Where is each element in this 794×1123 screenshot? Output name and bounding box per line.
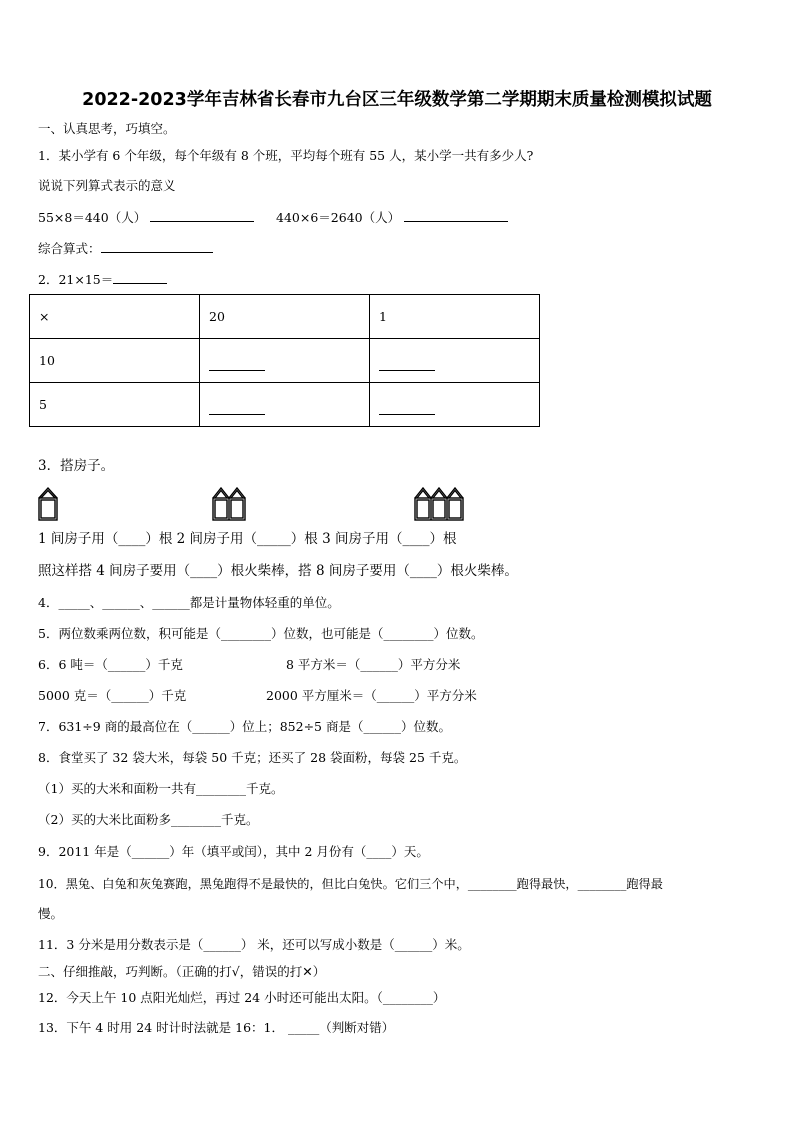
question-6c: 5000 克＝（______）千克: [38, 688, 187, 703]
answer-blank[interactable]: [150, 209, 254, 222]
table-header-cell: ×: [30, 295, 200, 339]
question-10-line-1: 10．黑兔、白兔和灰兔赛跑，黑兔跑得不是最快的，但比白兔快。它们三个中，________跑得最快，________跑得最: [38, 877, 663, 891]
question-3: 3．搭房子。: [38, 458, 115, 474]
question-9: 9．2011 年是（______）年（填平或闰），其中 2 月份有（____）天。: [38, 844, 429, 859]
question-11: 11．3 分米是用分数表示是（______） 米，还可以写成小数是（______）米。: [38, 937, 470, 952]
question-5: 5．两位数乘两位数，积可能是（________）位数，也可能是（________）位数。: [38, 626, 484, 641]
answer-blank[interactable]: [101, 240, 213, 253]
page-title: 2022-2023学年吉林省长春市九台区三年级数学第二学期期末质量检测模拟试题: [82, 90, 712, 110]
question-1-combined: [38, 240, 213, 257]
table-header-cell: 1: [370, 295, 540, 339]
table-row: [30, 295, 540, 339]
question-12: 12．今天上午 10 点阳光灿烂，再过 24 小时还可能出太阳。（________）: [38, 990, 446, 1005]
table-row-label: 5: [30, 383, 200, 427]
answer-blank[interactable]: [209, 358, 265, 371]
question-3-line-1: 1 间房子用（____）根 2 间房子用（_____）根 3 间房子用（____）根: [38, 531, 457, 547]
one-house-figure: [36, 486, 60, 522]
section-two-heading: 二、仔细推敲，巧判断。（正确的打√，错误的打✕）: [38, 964, 326, 979]
table-row-label: 10: [30, 339, 200, 383]
question-2: [38, 271, 167, 288]
question-1-equation-2: [276, 209, 508, 226]
section-one-heading: 一、认真思考，巧填空。: [38, 121, 176, 136]
question-1-subprompt: 说说下列算式表示的意义: [38, 178, 176, 193]
answer-blank[interactable]: [379, 358, 435, 371]
question-8-part-2: （2）买的大米比面粉多________千克。: [38, 812, 259, 827]
answer-blank[interactable]: [404, 209, 508, 222]
two-houses-figure: [210, 486, 250, 522]
table-cell[interactable]: [370, 339, 540, 383]
question-1: 1．某小学有 6 个年级，每个年级有 8 个班，平均每个班有 55 人，某小学一共有多少人?: [38, 148, 534, 163]
table-row: [30, 383, 540, 427]
question-8: 8．食堂买了 32 袋大米，每袋 50 千克；还买了 28 袋面粉，每袋 25 千克。: [38, 750, 467, 765]
question-6d: 2000 平方厘米＝（______）平方分米: [266, 688, 477, 703]
question-4: 4．_____、______、______都是计量物体轻重的单位。: [38, 595, 340, 610]
question-10-line-2: 慢。: [38, 906, 64, 921]
equation-2-text: 440×6＝2640（人）: [276, 210, 401, 225]
answer-blank[interactable]: [113, 271, 167, 284]
question-6b: 8 平方米＝（______）平方分米: [286, 657, 461, 672]
equation-1-text: 55×8＝440（人）: [38, 210, 147, 225]
table-row: [30, 339, 540, 383]
combined-label: 综合算式：: [38, 241, 101, 256]
three-houses-figure: [412, 486, 468, 522]
question-8-part-1: （1）买的大米和面粉一共有________千克。: [38, 781, 284, 796]
question-6a: 6．6 吨＝（______）千克: [38, 657, 183, 672]
question-7: 7．631÷9 商的最高位在（______）位上；852÷5 商是（______）位数。: [38, 719, 451, 734]
answer-blank[interactable]: [209, 402, 265, 415]
answer-blank[interactable]: [379, 402, 435, 415]
question-3-line-2: 照这样搭 4 间房子要用（____）根火柴棒，搭 8 间房子要用（____）根火柴棒。: [38, 563, 518, 579]
table-cell[interactable]: [200, 339, 370, 383]
question-1-equation-1: [38, 209, 254, 226]
multiplication-table: [29, 294, 540, 427]
table-cell[interactable]: [200, 383, 370, 427]
question-13: 13．下午 4 时用 24 时计时法就是 16：1． _____（判断对错）: [38, 1020, 395, 1035]
table-cell[interactable]: [370, 383, 540, 427]
question-2-text: 2．21×15＝: [38, 272, 114, 287]
table-header-cell: 20: [200, 295, 370, 339]
